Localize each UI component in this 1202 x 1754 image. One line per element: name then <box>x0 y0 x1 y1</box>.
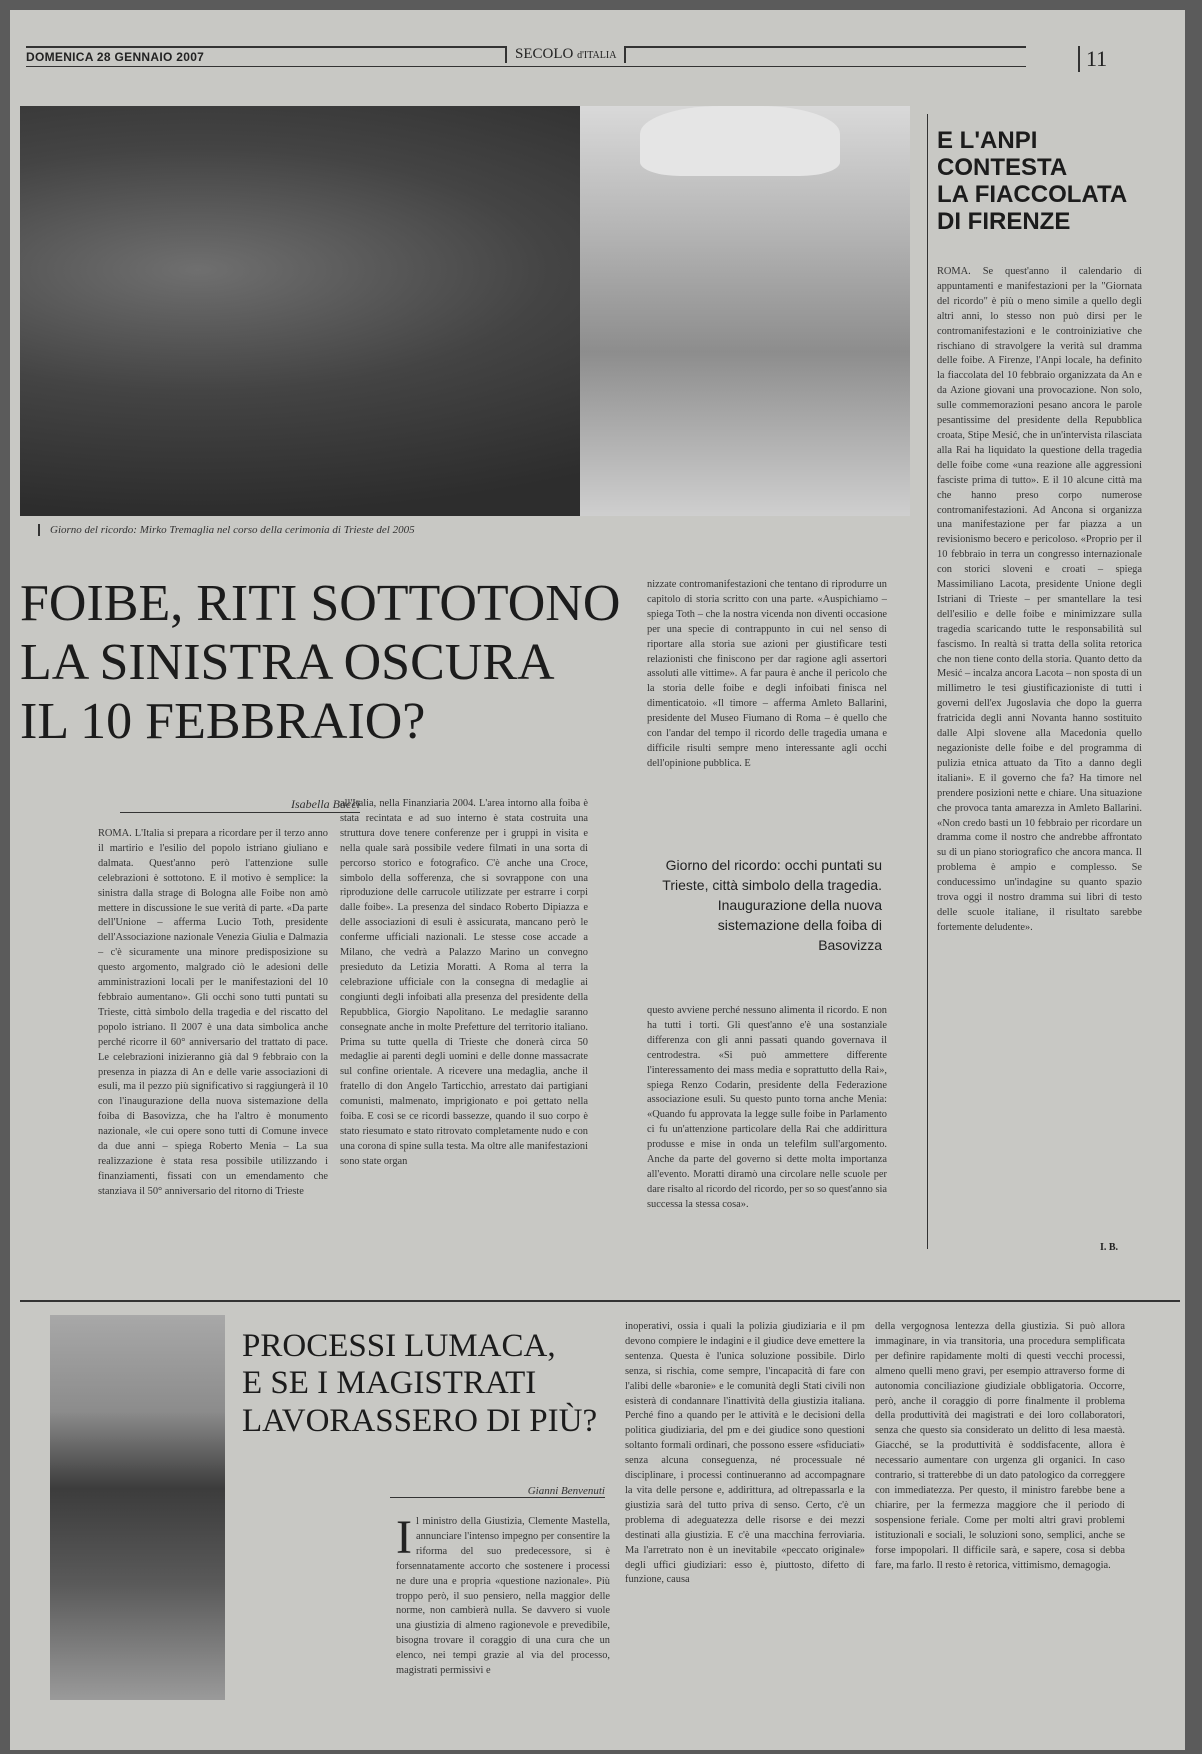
second-headline-line-3: LAVORASSERO DI PIÙ? <box>242 1402 598 1439</box>
second-headline <box>242 1328 662 1440</box>
sidebar-title-line-2: CONTESTA <box>937 153 1068 181</box>
column-1-text: L'Italia si prepara a ricordare per il terzo anno il martirio e l'esilio del popolo istriano giuliano e dalmata. Quest'anno però l'attenzione sulle celebrazioni è sottotono. E il motivo è semplice: la sinistra dalla strage di Bologna alle Foibe non amò mettere in discussione le sue verità di parte. «Da parte dell'Unione – afferma Lucio Toth, presidente dell'Associazione nazionale Venezia Giulia e Dalmazia – c'è sicuramente una minore predisposizione su questo argomento, malgrado ciò le adesioni delle amministrazioni locali per le manifestazioni del 10 febbraio aumentano». Gli occhi sono tutti puntati su Trieste, città simbolo della tragedia e del riscatto del popolo istriano. Il 2007 è una data simbolica anche perché ricorre il 60° anniversario del trattato di pace. Le celebrazioni inizieranno già dal 9 febbraio con la presenza in piazza di An e delle varie associazioni di esuli, ma il pezzo più significativo si raggiungerà il 10 con l'inaugurazione della nuova sistemazione della foiba di Basovizza, che ha l'altro è monumento nazionale, «le cui opere sono tutti di Comune invece da due anni – spiega Roberto Menia – La sua realizzazione è stata resa possibile utilizzando i finanziamenti, fissati con un emendamento che stanziava il 50° anniversario del ritorno di Trieste <box>98 828 328 1197</box>
article-column-3-continued: questo avviene perché nessuno alimenta il ricordo. E non ha tutti i torti. Gli quest'anno e'è una sostanziale differenza con gli anni passati quando governava il centrodestra. «Si può ammettere differente l'interessamento dei mass media e soprattutto della Rai», spiega Renzo Codarin, presidente della Federazione associazione esuli. Su questo punto torna anche Menia: «Quando fu approvata la legge sulle foibe in Parlamento ci fu un'attenzione particolare della Rai che addirittura produsse e mise in onda un telefilm sull'argomento. Anche da parte del governo si dette molta importanza all'evento. Moratti diramò una circolare nelle scuole per dare risalto al ricordo del ricordo, per so so quest'anno sia successa la stessa cosa». <box>647 1005 887 1210</box>
second-column-2: inoperativi, ossia i quali la polizia giudiziaria e il pm devono compiere le indagini e il giudice deve emettere la sentenza. Questa è l'unica soluzione possibile. Dirlo senza, si rischia, come sempre, l'incapacità di fare con l'alibi delle «baronie» e le comunità degli Stati civili non esisterà di condannare l'inattività della giustizia italiana. Perché fino a quando per le attività e le decisioni della politica giudiziaria, del pm e dei giudice sono questioni soltanto formali ordinari, che possono essere «sfiduciati» senza alcuna conseguenza, né processuale né disciplinare, i processi continueranno ad accompagnare la vita delle persone e, addirittura, ad oltrepassarla e la giustizia sarà del tutto priva di senso. Certo, c'è un problema di adeguatezza delle risorse e dei mezzi destinati alla giustizia. E c'è una macchina ferroviaria. Ma l'arretrato non è un inevitabile «peccato originale» degli uffici giudiziari: esso è, piuttosto, difetto di funzione, causa <box>625 1321 865 1586</box>
second-photo <box>50 1315 225 1700</box>
second-column-3: della vergognosa lentezza della giustizia. Si può allora immaginare, in via transitoria, una procedura semplificata per definire rapidamente molti di questi vecchi processi, almeno quelli meno gravi, per esempio attraverso forme di autonomia conciliazione giudiziale obbligatoria. Occorre, però, anche il coraggio di porre finalmente il problema della produttività dei magistrati e dei loro collaboratori, senza che questo sia considerato un delitto di lesa maestà. Giacché, se la produttività è soddisfacente, allora è necessario aumentare con urgenza gli organici. In caso contrario, si tratterebbe di un dato patologico da correggere con immediatezza. Per questo, il ministro farebbe bene a chiarire, per la fermezza maggiore che il periodo di sospensione feriale. Come per molti altri gravi problemi istituzionali e sociali, le soluzioni sono, semplici, anche se forse impopolari. Il difficile sarà, e sapere, cosa si debba fare, ma farlo. Il resto è retorica, vittimismo, demagogia. <box>875 1321 1125 1571</box>
headline-line-2: LA SINISTRA OSCURA <box>20 633 555 691</box>
second-column-1 <box>396 1515 610 1710</box>
header-bottom-rule <box>26 66 1026 67</box>
second-headline-line-1: PROCESSI LUMACA, <box>242 1328 556 1364</box>
sidebar-dateline: ROMA. <box>937 266 971 277</box>
sidebar-title-line-3: LA FIACCOLATA <box>937 180 1128 208</box>
newspaper-page <box>10 10 1185 1750</box>
drop-cap: I <box>396 1515 412 1564</box>
section-divider <box>20 1300 1180 1302</box>
paper-name: SECOLO <box>515 46 574 62</box>
pull-quote: Giorno del ricordo: occhi puntati su Trieste, città simbolo della tragedia. Inaugurazione della nuova sistemazione della foiba di Basovizza <box>662 857 882 953</box>
article-column-3: nizzate contromanifestazioni che tentano di riprodurre un capitolo di storia scritto con una parte. «Auspichiamo – spiega Toth – che la nostra vicenda non diventi occasione per una specie di contrappunto in cui nel senso di riportare alla storia sue azioni per giustificare testi relazionisti che finiscono per dar ragione agli assertori assoluti alle vittime». A far paura è anche il pericolo che la storia delle foibe e degli infoibati finisca nel dimenticatoio. «Il timore – afferma Amleto Ballarini, presidente del Museo Fiumano di Roma – è quello che con l'andar del tempo il ricordo delle tragedia umana e difficile risulti sempre meno interessante agli occhi dell'opinione pubblica. E <box>647 579 887 769</box>
headline-line-3: IL 10 FEBBRAIO? <box>20 692 426 750</box>
headline-line-1: FOIBE, RITI SOTTOTONO <box>20 575 621 632</box>
sidebar-title-line-1: E L'ANPI <box>937 127 1038 154</box>
second-byline: Gianni Benvenuti <box>390 1485 605 1498</box>
page-number: 11 <box>1078 46 1107 72</box>
second-headline-line-2: E SE I MAGISTRATI <box>242 1365 537 1402</box>
sidebar-signature: I. B. <box>1100 1242 1119 1253</box>
second-column-1-text: l ministro della Giustizia, Clemente Mastella, annunciare l'intenso impegno per consentire la riforma del suo predecessore, si è forsennatamente accorto che sostenere i processi ne dure una e propria «questione nazionale». Più troppo però, il suo pensiero, nella maggior delle norme, non cambierà nulla. Se davvero si vuole una giustizia di almeno ragionevole e prevedibile, bisogna trovare il coraggio di una cura che un elenco, nei tempi grazie al via del processo, magistrati permissivi e <box>396 1516 610 1677</box>
sidebar-text: Se quest'anno il calendario di appuntamenti e manifestazioni per la "Giornata del ricordo" è più o meno simile a quello degli altri anni, lo stesso non può dirsi per le contromanifestazioni e le controiniziative che rischiano di stravolgere la verità sul dramma delle foibe. A Firenze, l'Anpi locale, ha definito la fiaccolata del 10 febbraio organizzata da An e da Azione giovani una provocazione. Non solo, sulle commemorazioni pesano ancora le parole pesantissime del presidente della Repubblica croata, Stipe Mesić, che in un'intervista rilasciata alla Rai ha liquidato la questione della tragedia delle foibe come «una reazione alle aggressioni fasciste prima di tutto». E il 10 alcune città ma che hanno preso corpo numerose contromanifestazioni. Ad Ancona si organizza una manifestazione per far piazza a un revisionismo becero e pericoloso. «Proprio per il 10 febbraio in terra un congresso internazionale con storici sloveni e croati – spiega Massimiliano Lacota, presidente Unione degli Istriani di Trieste – per smantellare la tesi dell'esilio e delle foibe e minimizzare sulla tragedia scaricando tutte le responsabilità sul fascismo. In realtà si tratta della solita retorica che non tiene conto della storia. Quanto detto da Mesić – incalza ancora Lacota – non sposta di un millimetro le tesi giustificazioniste di tutti i governi dell'ex Jugoslavia che dopo la guerra fratricida degli anni Novanta hanno sostituito dalle Alpi slovene alla Macedonia quello negazioniste delle foibe e del programma di pulizia etnica attuato da Tito a danno degli italiani». E il governo che fa? Ha timore nel prendere posizioni nette e chiare. Una situazione che provoca tanta amarezza in Amleto Ballarini. «Non credo basti un 10 febbraio per ricordare un dramma come il nostro che andrebbe affrontato su di un piano storiografico che ancora manca. Il problema è ampio e complesso. Se conducessimo un'indagine su quanto spazio trova oggi il nostro dramma sui libri di testo delle scuole italiane, il risultato sarebbe fortemente deludente». <box>937 266 1142 933</box>
dateline: ROMA. <box>98 828 132 839</box>
photo-caption: Giorno del ricordo: Mirko Tremaglia nel corso della cerimonia di Trieste del 2005 <box>38 524 415 536</box>
sidebar-body <box>937 265 1142 1235</box>
masthead <box>505 46 626 63</box>
sidebar-title-line-4: DI FIRENZE <box>937 207 1071 235</box>
main-headline <box>20 575 640 751</box>
sidebar-title <box>937 128 1137 236</box>
article-column-1 <box>98 827 328 1237</box>
issue-date: DOMENICA 28 GENNAIO 2007 <box>26 50 205 64</box>
main-photo <box>20 106 910 516</box>
photo-hat <box>640 106 840 176</box>
paper-suffix: d'ITALIA <box>577 50 617 61</box>
main-byline: Isabella Bacci <box>120 797 360 813</box>
sidebar-divider <box>927 114 928 1249</box>
article-column-2: all'Italia, nella Finanziaria 2004. L'area intorno alla foiba è stata recintata e ad suo interno è stata costruita una struttura dove tenere conferenze per i gruppi in visita e nella quale sarà possibile vedere filmati in una sorta di percorso storico e fotografico. C'è anche una Croce, simbolo della sofferenza, che si sovrappone con una riproduzione delle carrucole utilizzate per estrarre i corpi dalle foibe». La presenza del sindaco Roberto Dipiazza e delle associazioni di esuli è assicurata, mancano però le conferme ufficiali nazionali. Le stesse cose accade a Milano, che vedrà a Palazzo Marino un convegno presieduto da Letizia Moratti. A Roma al terra la celebrazione ufficiale con la consegna di medaglie ai congiunti degli infoibati alla presenza del presidente della Repubblica, Giorgio Napolitano. Le medaglie saranno consegnate anche in molte Prefetture del territorio italiano. Prima su tutte quella di Trieste che donerà circa 50 medaglie ai parenti degli uomini e delle donne massacrate sul confine orientale. A ricevere una medaglia, anche il fratello di don Angelo Tarticchio, arrestato dai partigiani comunisti, malmenato, imprigionato e poi gettato nella foiba. E così se ce ricordi bassezze, quando il suo corpo è stato riesumato e stato ritrovato completamente nudo e con una corona di spine sulla testa. Ma oltre alle manifestazioni sono state organ <box>340 798 588 1167</box>
